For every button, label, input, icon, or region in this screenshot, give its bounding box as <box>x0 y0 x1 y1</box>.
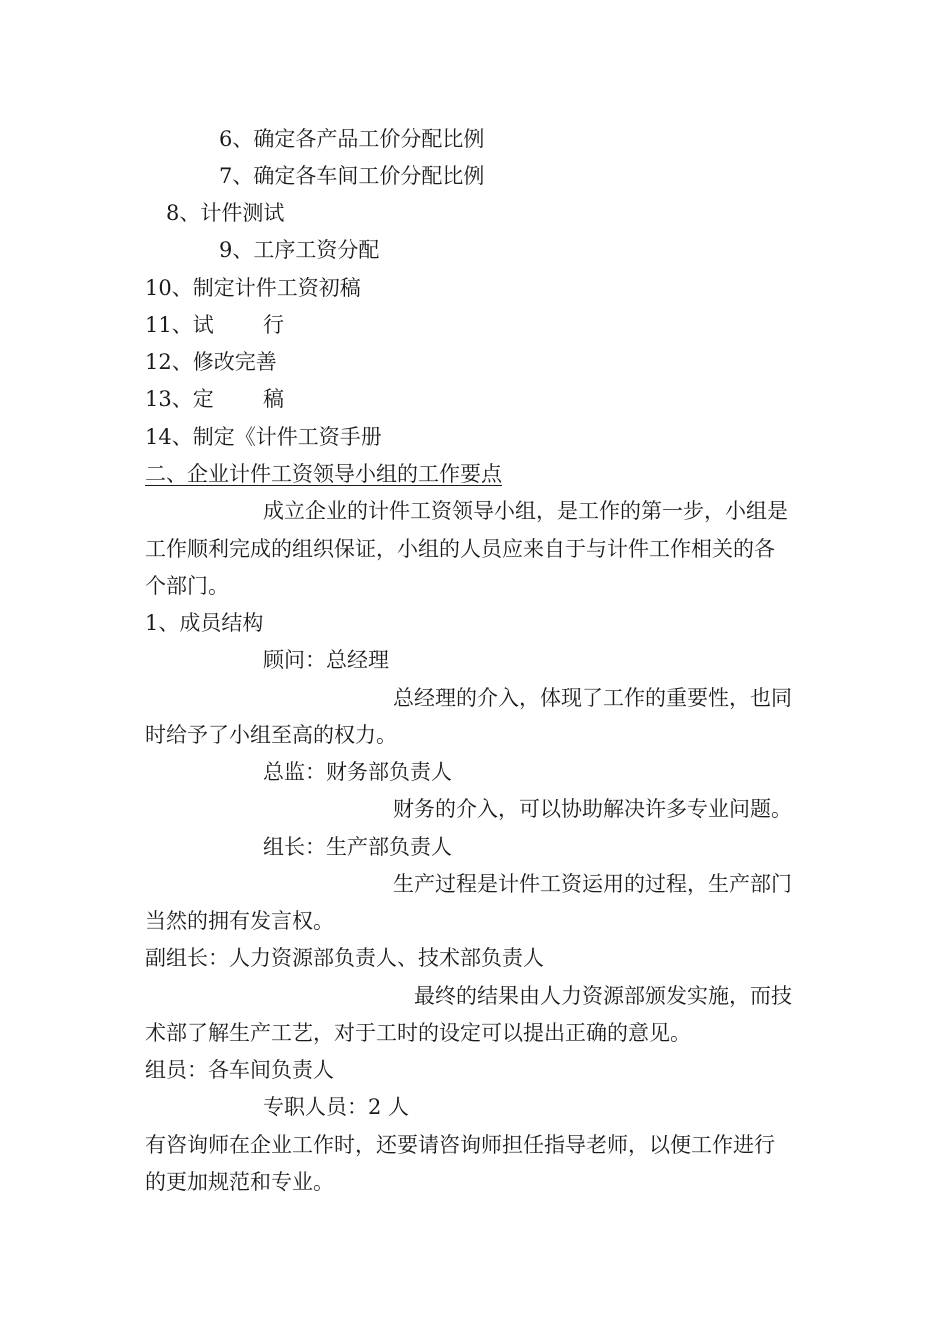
step-14: 14、制定《计件工资手册 <box>145 425 382 449</box>
director-note: 财务的介入，可以协助解决许多专业问题。 <box>393 797 792 821</box>
staff-role: 专职人员：2 人 <box>263 1095 410 1119</box>
director-role: 总监：财务部负责人 <box>263 760 452 784</box>
step-7: 7、确定各车间工价分配比例 <box>219 164 485 188</box>
advisor-note-line-1: 总经理的介入，体现了工作的重要性，也同 <box>393 686 792 710</box>
leader-role: 组长：生产部负责人 <box>263 835 452 859</box>
intro-line-2: 工作顺利完成的组织保证，小组的人员应来自于与计件工作相关的各 <box>145 537 775 561</box>
step-9: 9、工序工资分配 <box>219 238 380 262</box>
section-heading: 二、企业计件工资领导小组的工作要点 <box>145 462 502 486</box>
step-11-text: 行 <box>263 313 284 337</box>
step-13-number: 13、定 <box>145 387 214 411</box>
deputy-note-line-2: 术部了解生产工艺，对于工时的设定可以提出正确的意见。 <box>145 1021 691 1045</box>
intro-line-3: 个部门。 <box>145 574 229 598</box>
advisor-role: 顾问：总经理 <box>263 648 389 672</box>
subheading-member-structure: 1、成员结构 <box>145 611 264 635</box>
step-8: 8、计件测试 <box>166 201 285 225</box>
consultant-note-line-2: 的更加规范和专业。 <box>145 1170 334 1194</box>
deputy-note-line-1: 最终的结果由人力资源部颁发实施，而技 <box>414 984 792 1008</box>
step-11-number: 11、试 <box>145 313 214 337</box>
deputy-role: 副组长：人力资源部负责人、技术部负责人 <box>145 946 544 970</box>
intro-line-1: 成立企业的计件工资领导小组，是工作的第一步，小组是 <box>263 499 788 523</box>
step-6: 6、确定各产品工价分配比例 <box>219 127 485 151</box>
step-12: 12、修改完善 <box>145 350 277 374</box>
advisor-note-line-2: 时给予了小组至高的权力。 <box>145 723 397 747</box>
consultant-note-line-1: 有咨询师在企业工作时，还要请咨询师担任指导老师，以便工作进行 <box>145 1133 775 1157</box>
member-role: 组员：各车间负责人 <box>145 1058 334 1082</box>
leader-note-line-2: 当然的拥有发言权。 <box>145 909 334 933</box>
step-13-text: 稿 <box>263 387 284 411</box>
step-10: 10、制定计件工资初稿 <box>145 276 361 300</box>
leader-note-line-1: 生产过程是计件工资运用的过程，生产部门 <box>393 872 792 896</box>
